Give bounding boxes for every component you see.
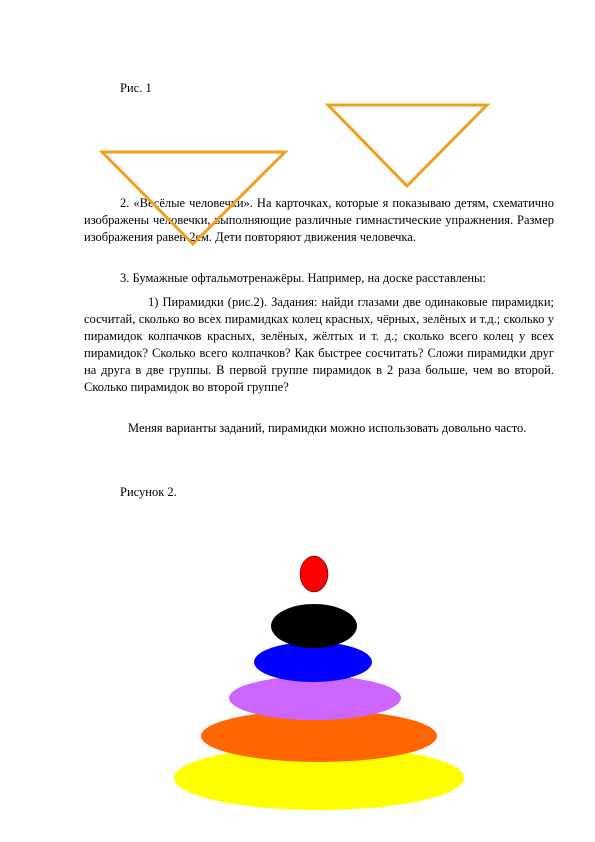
pyramid-cap-red — [300, 556, 328, 592]
pyramid-ring-blue — [254, 642, 372, 682]
paragraph-paper-trainers-text: 3. Бумажные офтальмотренажёры. Например, на доске расставлены: — [120, 271, 486, 285]
triangle-shape-left — [102, 152, 285, 244]
figure-1-caption: Рис. 1 — [120, 81, 152, 95]
pyramid-ring-violet — [229, 676, 401, 720]
pyramid-ring-black — [271, 604, 357, 648]
paragraph-vary-tasks-text: Меняя варианты заданий, пирамидки можно использовать довольно часто. — [128, 421, 527, 435]
triangle-shape-right — [328, 105, 487, 186]
figure-2-caption: Рисунок 2. — [120, 485, 177, 499]
paragraph-cheerful-men-text: 2. «Весёлые человечки». На карточках, которые я показываю детям, схематично изображены человечки, выполняющие различные гимнастические упражнения. Размер изображения равен 2см. Дети повторяют движения человечка. — [84, 196, 554, 244]
paragraph-pyramids-text: 1) Пирамидки (рис.2). Задания: найди глазами две одинаковые пирамидки; сосчитай, сколько во всех пирамидках колец красных, чёрных, зелёных и т.д.; сколько у пирамидок колпачков красных, зелёных, жёлтых и т. д.; сколько всего колец у всех пирамидок? Сколько всего колпачков? Как быстрее сосчитать? Сложи пирамидки друг на друга в две группы. В первой группе пирамидок в 2 раза больше, чем во второй. Сколько пирамидок во второй группе? — [84, 295, 554, 394]
